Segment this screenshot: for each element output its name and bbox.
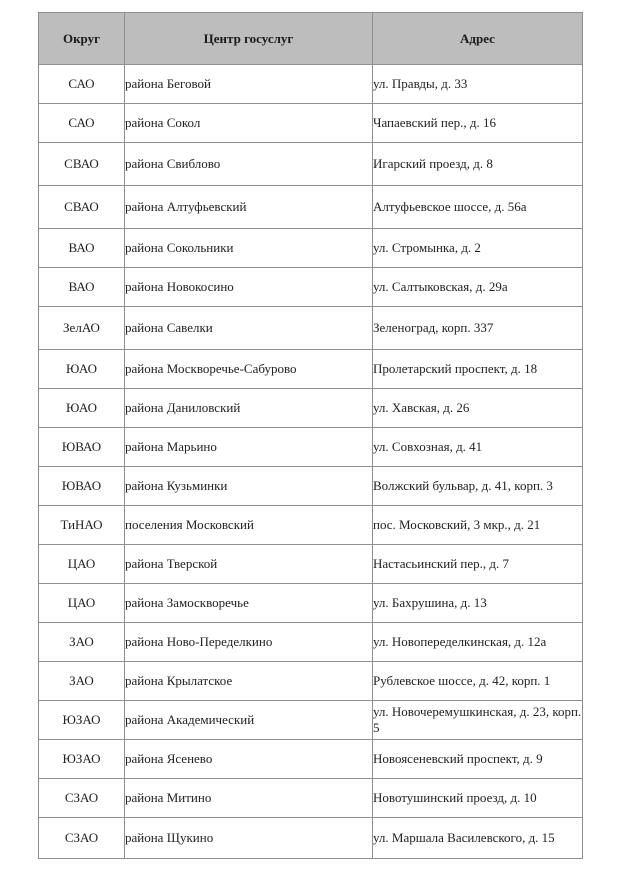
okrug-cell: СВАО xyxy=(39,143,125,186)
center-cell: района Ясенево xyxy=(125,740,373,779)
okrug-cell: ЮАО xyxy=(39,350,125,389)
okrug-cell: ЗАО xyxy=(39,662,125,701)
center-cell: района Свиблово xyxy=(125,143,373,186)
table-body xyxy=(39,65,583,859)
okrug-cell: ЦАО xyxy=(39,545,125,584)
center-cell: района Даниловский xyxy=(125,389,373,428)
center-cell: района Кузьминки xyxy=(125,467,373,506)
center-cell: района Марьино xyxy=(125,428,373,467)
okrug-cell: ТиНАО xyxy=(39,506,125,545)
address-cell: пос. Московский, 3 мкр., д. 21 xyxy=(373,506,583,545)
table-row xyxy=(39,740,583,779)
header-center: Центр госуслуг xyxy=(125,13,373,65)
okrug-cell: СВАО xyxy=(39,186,125,229)
center-cell: поселения Московский xyxy=(125,506,373,545)
address-cell: ул. Стромынка, д. 2 xyxy=(373,229,583,268)
center-cell: района Новокосино xyxy=(125,268,373,307)
table-row xyxy=(39,662,583,701)
table-row xyxy=(39,350,583,389)
address-cell: Новоясеневский проспект, д. 9 xyxy=(373,740,583,779)
okrug-cell: ЮАО xyxy=(39,389,125,428)
center-cell: района Сокол xyxy=(125,104,373,143)
address-cell: Алтуфьевское шоссе, д. 56а xyxy=(373,186,583,229)
table-row xyxy=(39,65,583,104)
table-row xyxy=(39,506,583,545)
table-row xyxy=(39,428,583,467)
address-cell: ул. Маршала Василевского, д. 15 xyxy=(373,818,583,859)
address-cell: ул. Правды, д. 33 xyxy=(373,65,583,104)
address-cell: Новотушинский проезд, д. 10 xyxy=(373,779,583,818)
table-row xyxy=(39,467,583,506)
center-cell: района Тверской xyxy=(125,545,373,584)
okrug-cell: ЗелАО xyxy=(39,307,125,350)
okrug-cell: ЦАО xyxy=(39,584,125,623)
okrug-cell: СЗАО xyxy=(39,779,125,818)
address-cell: ул. Новочеремушкинская, д. 23, корп. 5 xyxy=(373,701,583,740)
center-cell: района Щукино xyxy=(125,818,373,859)
center-cell: района Беговой xyxy=(125,65,373,104)
gov-centers-table xyxy=(38,12,583,859)
okrug-cell: ЮЗАО xyxy=(39,701,125,740)
table-row xyxy=(39,779,583,818)
okrug-cell: ЮВАО xyxy=(39,467,125,506)
address-cell: Пролетарский проспект, д. 18 xyxy=(373,350,583,389)
table-row xyxy=(39,104,583,143)
header-address: Адрес xyxy=(373,13,583,65)
table-row xyxy=(39,229,583,268)
center-cell: района Сокольники xyxy=(125,229,373,268)
center-cell: района Ново-Переделкино xyxy=(125,623,373,662)
okrug-cell: ВАО xyxy=(39,268,125,307)
center-cell: района Алтуфьевский xyxy=(125,186,373,229)
okrug-cell: ЗАО xyxy=(39,623,125,662)
table-row xyxy=(39,584,583,623)
okrug-cell: ЮВАО xyxy=(39,428,125,467)
center-cell: района Митино xyxy=(125,779,373,818)
address-cell: ул. Бахрушина, д. 13 xyxy=(373,584,583,623)
address-cell: ул. Новопеределкинская, д. 12а xyxy=(373,623,583,662)
okrug-cell: САО xyxy=(39,65,125,104)
address-cell: ул. Салтыковская, д. 29а xyxy=(373,268,583,307)
table-row xyxy=(39,818,583,859)
address-cell: ул. Совхозная, д. 41 xyxy=(373,428,583,467)
okrug-cell: ВАО xyxy=(39,229,125,268)
table-row xyxy=(39,623,583,662)
address-cell: Рублевское шоссе, д. 42, корп. 1 xyxy=(373,662,583,701)
address-cell: Чапаевский пер., д. 16 xyxy=(373,104,583,143)
address-cell: Волжский бульвар, д. 41, корп. 3 xyxy=(373,467,583,506)
center-cell: района Савелки xyxy=(125,307,373,350)
table-row xyxy=(39,701,583,740)
table-row xyxy=(39,389,583,428)
address-cell: Настасьинский пер., д. 7 xyxy=(373,545,583,584)
okrug-cell: САО xyxy=(39,104,125,143)
center-cell: района Крылатское xyxy=(125,662,373,701)
address-cell: Игарский проезд, д. 8 xyxy=(373,143,583,186)
table-row xyxy=(39,186,583,229)
center-cell: района Замоскворечье xyxy=(125,584,373,623)
table-row xyxy=(39,307,583,350)
center-cell: района Москворечье-Сабурово xyxy=(125,350,373,389)
table-header xyxy=(39,13,583,65)
center-cell: района Академический xyxy=(125,701,373,740)
table-row xyxy=(39,545,583,584)
header-row xyxy=(39,13,583,65)
address-cell: Зеленоград, корп. 337 xyxy=(373,307,583,350)
header-okrug: Округ xyxy=(39,13,125,65)
okrug-cell: ЮЗАО xyxy=(39,740,125,779)
table-row xyxy=(39,143,583,186)
table-row xyxy=(39,268,583,307)
okrug-cell: СЗАО xyxy=(39,818,125,859)
address-cell: ул. Хавская, д. 26 xyxy=(373,389,583,428)
